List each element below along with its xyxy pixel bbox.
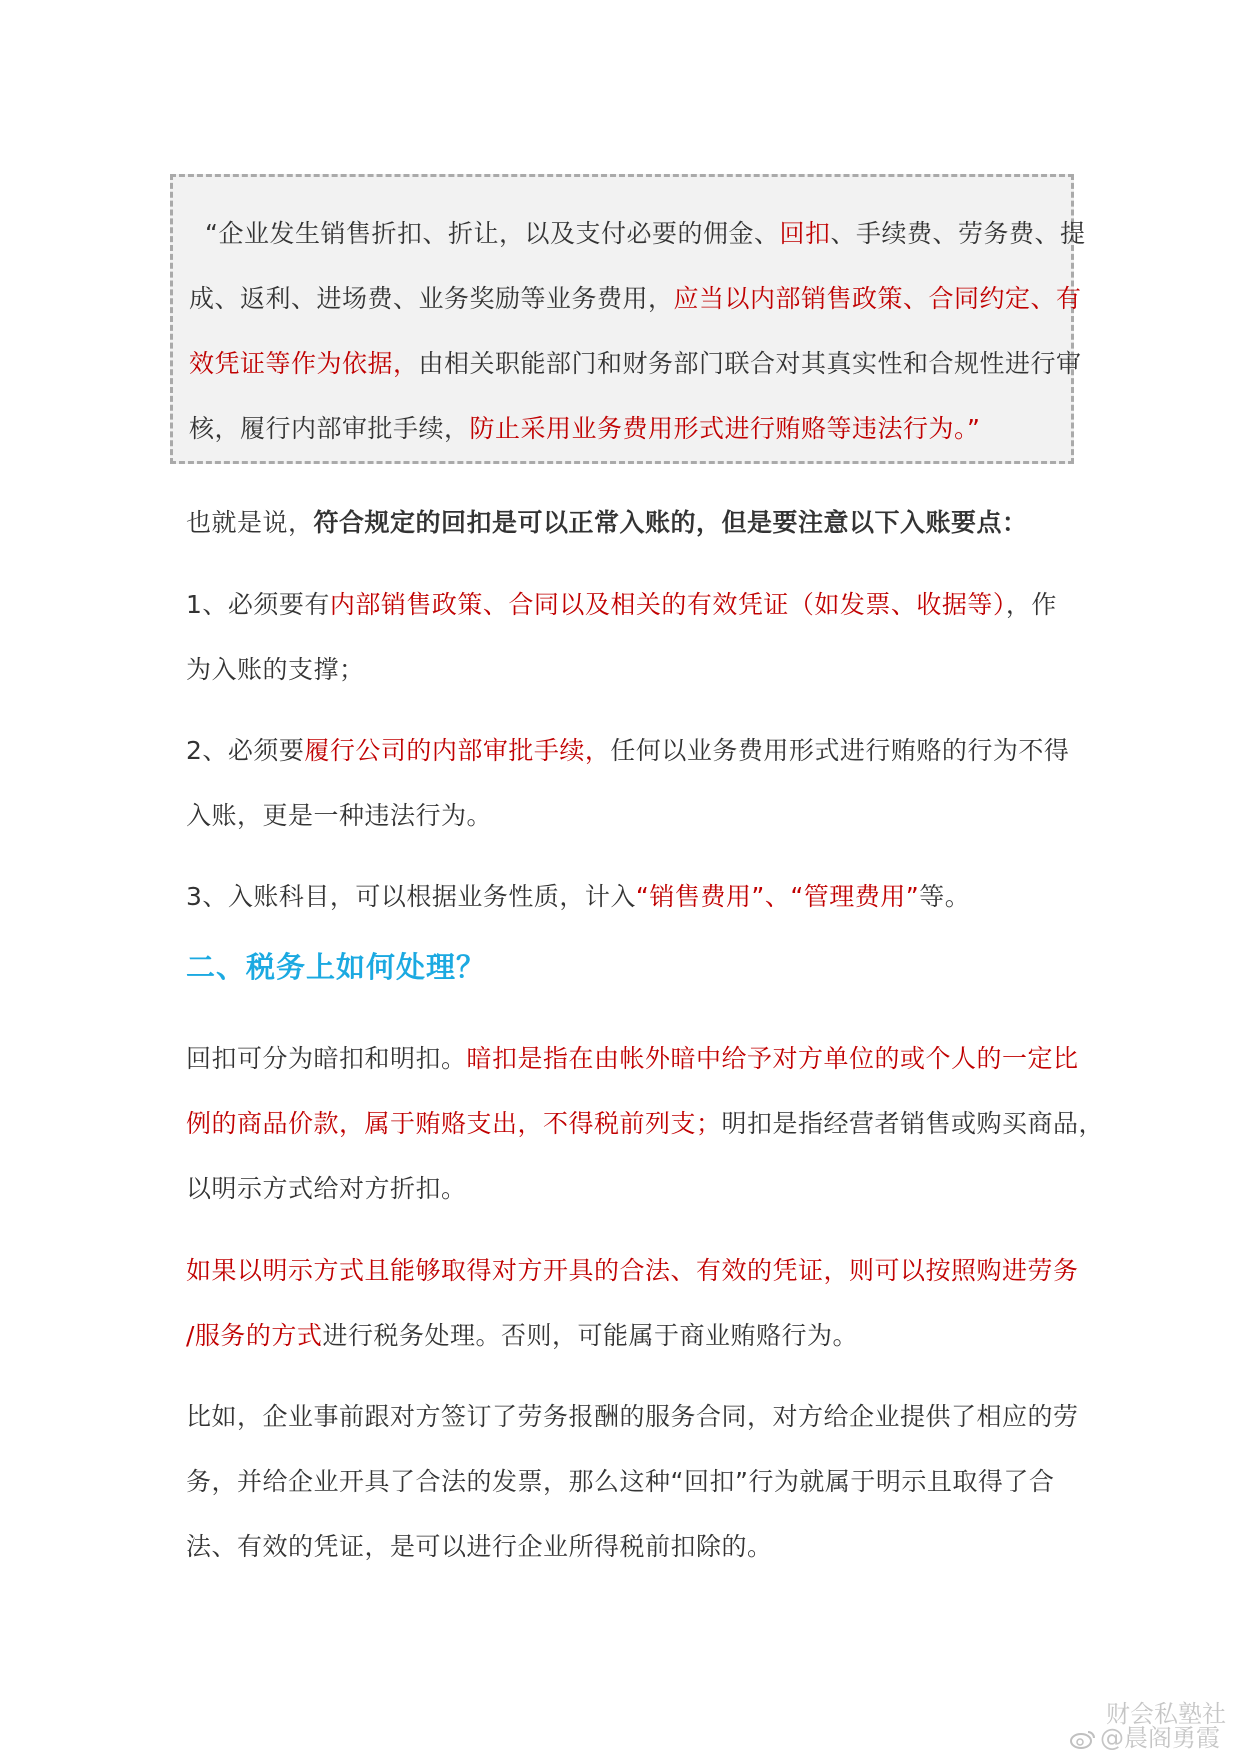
text-run: 核，履行内部审批手续， xyxy=(189,414,470,443)
text-run: 回扣可分为暗扣和明扣。 xyxy=(186,1044,467,1073)
text-run: 内部销售政策、合同以及相关的有效凭证（如发票、收据等） xyxy=(329,590,1006,619)
text-run: 入账，更是一种违法行为。 xyxy=(186,801,493,830)
paragraph-line xyxy=(186,783,1066,848)
text-run: 为入账的支撑； xyxy=(186,655,365,684)
paragraph-line xyxy=(186,572,1066,637)
text-run: 法、有效的凭证，是可以进行企业所得税前扣除的。 xyxy=(186,1532,773,1561)
text-run: 等。 xyxy=(919,882,971,911)
watermark-line-2: @晨阁勇霞 xyxy=(1100,1724,1220,1752)
text-run: 暗扣是指在由帐外暗中给予对方单位的或个人的一定比 xyxy=(466,1044,1079,1073)
paragraph-line xyxy=(186,1384,1079,1449)
tax-treatment-paragraph xyxy=(186,1238,1079,1368)
text-run: 明扣是指经营者销售或购买商品， xyxy=(721,1109,1105,1138)
rebate-types-paragraph xyxy=(186,1026,1105,1221)
paragraph-line xyxy=(186,1156,1066,1221)
text-run: 以明示方式给对方折扣。 xyxy=(186,1174,467,1203)
quote-line xyxy=(189,331,1082,396)
text-run: 应当以内部销售政策、合同约定、有 xyxy=(673,284,1082,313)
example-paragraph xyxy=(186,1384,1079,1579)
text-run: 进行税务处理。否则，可能属于商业贿赂行为。 xyxy=(322,1321,858,1350)
text-run: 任何以业务费用形式进行贿赂的行为不得 xyxy=(610,736,1070,765)
paragraph-line xyxy=(186,490,1066,555)
text-run: 也就是说， xyxy=(186,508,314,537)
text-run: 如果以明示方式且能够取得对方开具的合法、有效的凭证，则可以按照购进劳务 xyxy=(186,1256,1079,1285)
watermark-line-1: 财会私塾社 xyxy=(1106,1700,1226,1728)
paragraph-line xyxy=(186,718,1070,783)
point-2-paragraph xyxy=(186,718,1070,848)
weibo-logo-icon xyxy=(1070,1729,1096,1749)
text-run: 、手续费、劳务费、提 xyxy=(830,219,1086,248)
paragraph-line xyxy=(186,1449,1066,1514)
text-run: 效凭证等作为依据， xyxy=(189,349,419,378)
text-run: 由相关职能部门和财务部门联合对其真实性和合规性进行审 xyxy=(418,349,1082,378)
text-run: 成、返利、进场费、业务奖励等业务费用， xyxy=(189,284,674,313)
paragraph-line xyxy=(186,637,1066,702)
text-run: ，作 xyxy=(1005,590,1057,619)
text-run: 务，并给企业开具了合法的发票，那么这种“回扣”行为就属于明示且取得了合 xyxy=(186,1467,1055,1496)
text-run: 回扣 xyxy=(779,219,831,248)
text-run: 3、入账科目，可以根据业务性质，计入 xyxy=(186,882,636,911)
text-run: 比如，企业事前跟对方签订了劳务报酬的服务合同，对方给企业提供了相应的劳 xyxy=(186,1402,1079,1431)
text-run: 履行公司的内部审批手续， xyxy=(304,736,611,765)
quote-line xyxy=(189,266,1082,331)
text-run: /服务的方式 xyxy=(186,1321,323,1350)
watermark xyxy=(1070,1702,1226,1750)
paragraph-line xyxy=(186,1026,1079,1091)
point-1-paragraph xyxy=(186,572,1066,702)
text-run: 防止采用业务费用形式进行贿赂等违法行为。” xyxy=(469,414,981,443)
paragraph-line xyxy=(186,1514,1066,1579)
paragraph-line xyxy=(186,864,1066,929)
quote-line xyxy=(189,201,1086,266)
text-run: “销售费用”、“管理费用” xyxy=(635,882,920,911)
paragraph-line xyxy=(186,1091,1105,1156)
paragraph-line xyxy=(186,1303,1066,1368)
section-heading: 二、税务上如何处理？ xyxy=(186,950,487,984)
text-run: 1、必须要有 xyxy=(186,590,330,619)
summary-paragraph xyxy=(186,490,1066,555)
quote-line xyxy=(189,396,1055,461)
point-3-paragraph xyxy=(186,864,1066,929)
text-run: 例的商品价款，属于贿赂支出，不得税前列支； xyxy=(186,1109,722,1138)
text-run: 符合规定的回扣是可以正常入账的，但是要注意以下入账要点： xyxy=(313,508,1028,537)
text-run: “企业发生销售折扣、折让，以及支付必要的佣金、 xyxy=(205,219,780,248)
paragraph-line xyxy=(186,1238,1079,1303)
quote-box xyxy=(170,174,1086,464)
text-run: 2、必须要 xyxy=(186,736,305,765)
